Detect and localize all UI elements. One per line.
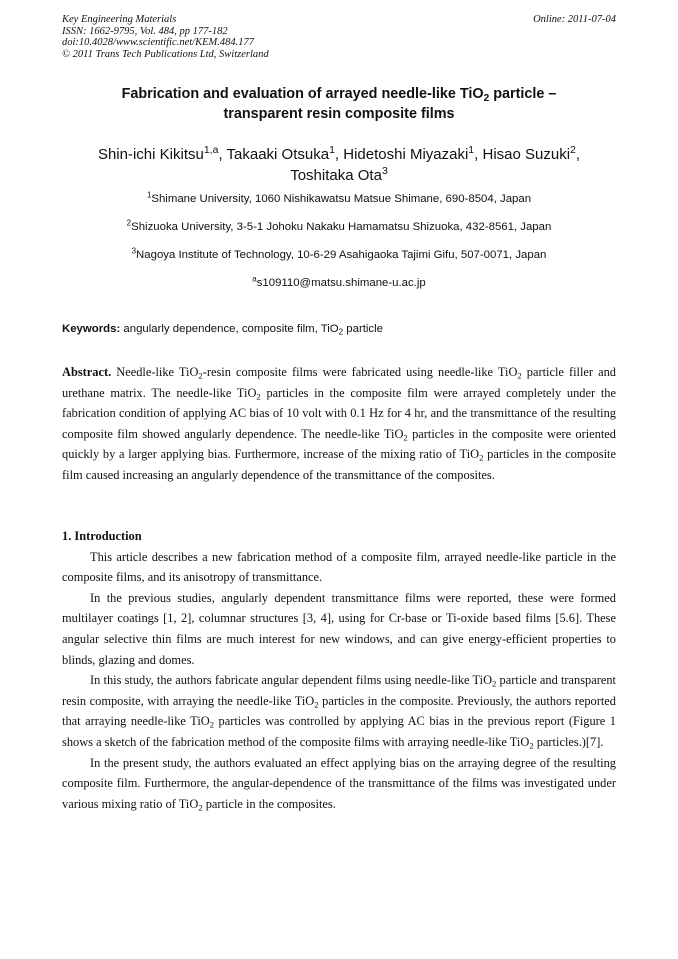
paragraph: In the present study, the authors evaluated an effect applying bias on the arraying degree of the resulting composite film. Furthermore, the angular-dependence of the transmittance of the films was investigated under various mixing ratio of TiO$_2$ particle in the composites. (62, 755, 616, 813)
affiliation: $^3$Nagoya Institute of Technology, 10-6-29 Asahigaoka Tajimi Gifu, 507-0071, Japan (131, 246, 547, 261)
author-name: Hisao Suzuki (482, 146, 571, 163)
paper-title (62, 84, 616, 124)
author-name: Shin-ichi Kikitsu (97, 146, 204, 163)
author-list: Shin-ichi Kikitsu$^{1,a}$, Takaaki Otsuka$^1$, Hidetoshi Miyazaki$^1$, Hisao Suzuki$^2$, Toshitaka Ota$^3$ (97, 144, 581, 184)
abstract-label: Abstract. (62, 365, 112, 379)
section-heading: 1. Introduction (62, 529, 142, 543)
title-line-2: transparent resin composite films (223, 106, 455, 122)
affiliation: $^2$Shizuoka University, 3-5-1 Johoku Nakaku Hamamatsu Shizuoka, 432-8561, Japan (126, 218, 552, 233)
journal-name: Key Engineering Materials (62, 14, 177, 25)
copyright-line: © 2011 Trans Tech Publications Ltd, Switzerland (62, 48, 269, 60)
author-name: Hidetoshi Miyazaki (343, 146, 469, 163)
email-affiliation: $^a$s109110@matsu.shimane-u.ac.jp (252, 274, 426, 289)
title-line-1: Fabrication and evaluation of arrayed needle-like TiO$_2$ particle – (121, 86, 557, 105)
keywords: Keywords: angularly dependence, composite film, TiO$_2$ particle (62, 323, 383, 337)
paragraph: In this study, the authors fabricate angular dependent films using needle-like TiO$_2$ particle and transparent resin composite, with arraying the needle-like TiO$_2$ particles in the composite. Previously, the authors reported that arraying needle-like TiO$_2$ particles was controlled by applying AC bias in the previous report (Figure 1 shows a sketch of the fabrication method of the composite films with arraying needle-like TiO$_2$ particles.)[7]. (62, 673, 617, 751)
abstract: Abstract. Needle-like TiO$_2$-resin composite films were fabricated using needle-like TiO$_2$ particle filler and urethane matrix. The needle-like TiO$_2$ particles in the composite film were arrayed completely under the fabrication condition of applying AC bias of 10 volt with 0.1 Hz for 4 hr, and the transmittance of the resulting composite film showed angularly dependence. The needle-like TiO$_2$ particles in the composite were oriented quickly by a larger applying bias. Furthermore, increase of the mixing ratio of TiO$_2$ particles in the composite film caused increasing an angularly dependence of the transmittance of the composites. (62, 365, 617, 482)
keywords-label: Keywords: (62, 323, 121, 335)
introduction-section (62, 526, 616, 814)
doi-line: doi:10.4028/www.scientific.net/KEM.484.177 (62, 37, 254, 49)
paragraph: This article describes a new fabrication method of a composite film, arrayed needle-like particle in the composite films, and its anisotropy of transmittance. (62, 549, 616, 585)
author-name: Toshitaka Ota (290, 167, 382, 184)
journal-header (62, 14, 616, 60)
paragraph: In the previous studies, angularly dependent transmittance films were reported, these were formed multilayer coatings [1, 2], columnar structures [3, 4], using for Cr-base or Ti-oxide based films [5.6]. These angular selective thin films are much interest for new windows, and can give energy-efficient properties to blinds, glazing and domes. (62, 590, 616, 667)
issn-line: ISSN: 1662-9795, Vol. 484, pp 177-182 (62, 25, 228, 37)
author-name: Takaaki Otsuka (226, 146, 330, 163)
affiliation: $^1$Shimane University, 1060 Nishikawatsu Matsue Shimane, 690-8504, Japan (146, 190, 532, 205)
online-date: Online: 2011-07-04 (533, 14, 616, 25)
